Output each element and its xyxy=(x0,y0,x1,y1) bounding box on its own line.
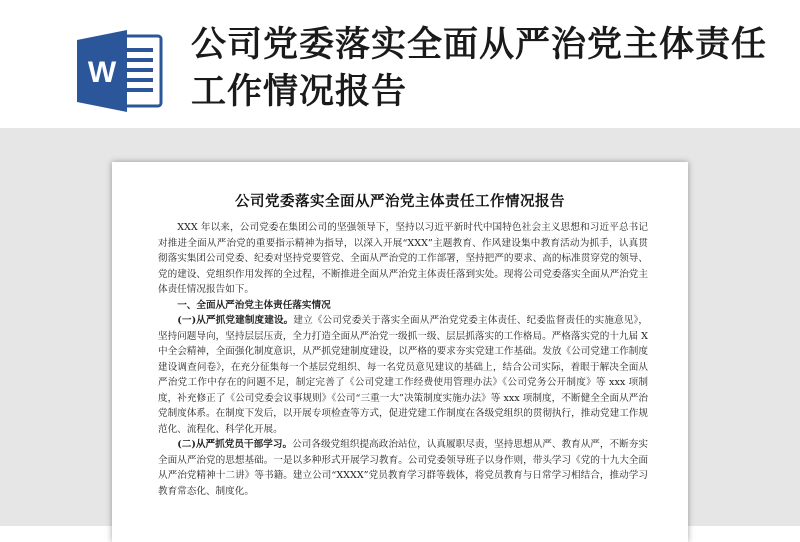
paragraph-2-text: 公司各级党组织提高政治站位，认真履职尽责，坚持思想从严、教育从严，不断夯实全面从严治党的思想基础。一是以多种形式开展学习教育。公司党委领导班子以身作则，带头学习《党的十九大全面从严治党精神十二讲》等书籍。建立公司“XXXX”党员教育学习群等载体，将党员教育与日常学习相结合，推动学习教育常态化、制度化。 xyxy=(158,439,648,497)
document-page[interactable] xyxy=(112,162,688,542)
document-title: 公司党委落实全面从严治党主体责任工作情况报告 xyxy=(235,193,565,210)
paragraph-1-lead: (一)从严抓党建制度建设。 xyxy=(177,315,294,326)
word-icon-letter: W xyxy=(87,56,117,89)
word-icon xyxy=(77,30,165,112)
paragraph-1 xyxy=(158,313,648,437)
header-banner xyxy=(0,0,800,128)
section-heading: 一、全面从严治党主体责任落实情况 xyxy=(177,299,331,311)
paragraph-1-text: 建立《公司党委关于落实全面从严治党党委主体责任、纪委监督责任的实施意见》，坚持问题导向，坚持层层压责，全力打造全面从严治党一级抓一级、层层抓落实的工作格局。严格落实党的十九届 X 中全会精神，全面强化制度意识，从严抓党建制度建设，以严格的要求夯实党建工作基础。发放《公司党建工作制度建设调查问卷》，在充分征集每一个基层党组织、每一名党员意见建议的基础上，结合公司实际，着眼于解决全面从严治党工作中存在的问题不足，制定完善了《公司党建工作经费使用管理办法》《公司党务公开制度》等 xxx 项制度，补充修正了《公司党委会议事规则》《公司“三重一大”决策制度实施办法》等 xxx 项制度，不断健全全面从严治党制度体系。在制度下发后，以开展专项检查等方式，促进党建工作制度在各级党组织的贯彻执行，推动党建工作规范化、流程化、科学化开展。 xyxy=(158,315,649,435)
page-title: 公司党委落实全面从严治党主体责任工作情况报告 xyxy=(191,25,768,112)
intro-paragraph: XXX 年以来，公司党委在集团公司的坚强领导下，坚持以习近平新时代中国特色社会主义思想和习近平总书记对推进全面从严治党的重要指示精神为指导，以深入开展“XXX”主题教育、作风建设集中教育活动为抓手，认真贯彻落实集团公司党委、纪委对坚持党要管党、全面从严治党的工作部署，坚持把严的要求、高的标准贯穿党的领导、党的建设、党组织作用发挥的全过程，不断推进全面从严治党主体责任落到实处。现将公司党委落实全面从严治党主体责任情况报告如下。 xyxy=(158,222,648,295)
paragraph-2-lead: (二)从严抓党员干部学习。 xyxy=(177,439,293,450)
paragraph-2 xyxy=(158,437,648,499)
document-body xyxy=(158,220,648,499)
